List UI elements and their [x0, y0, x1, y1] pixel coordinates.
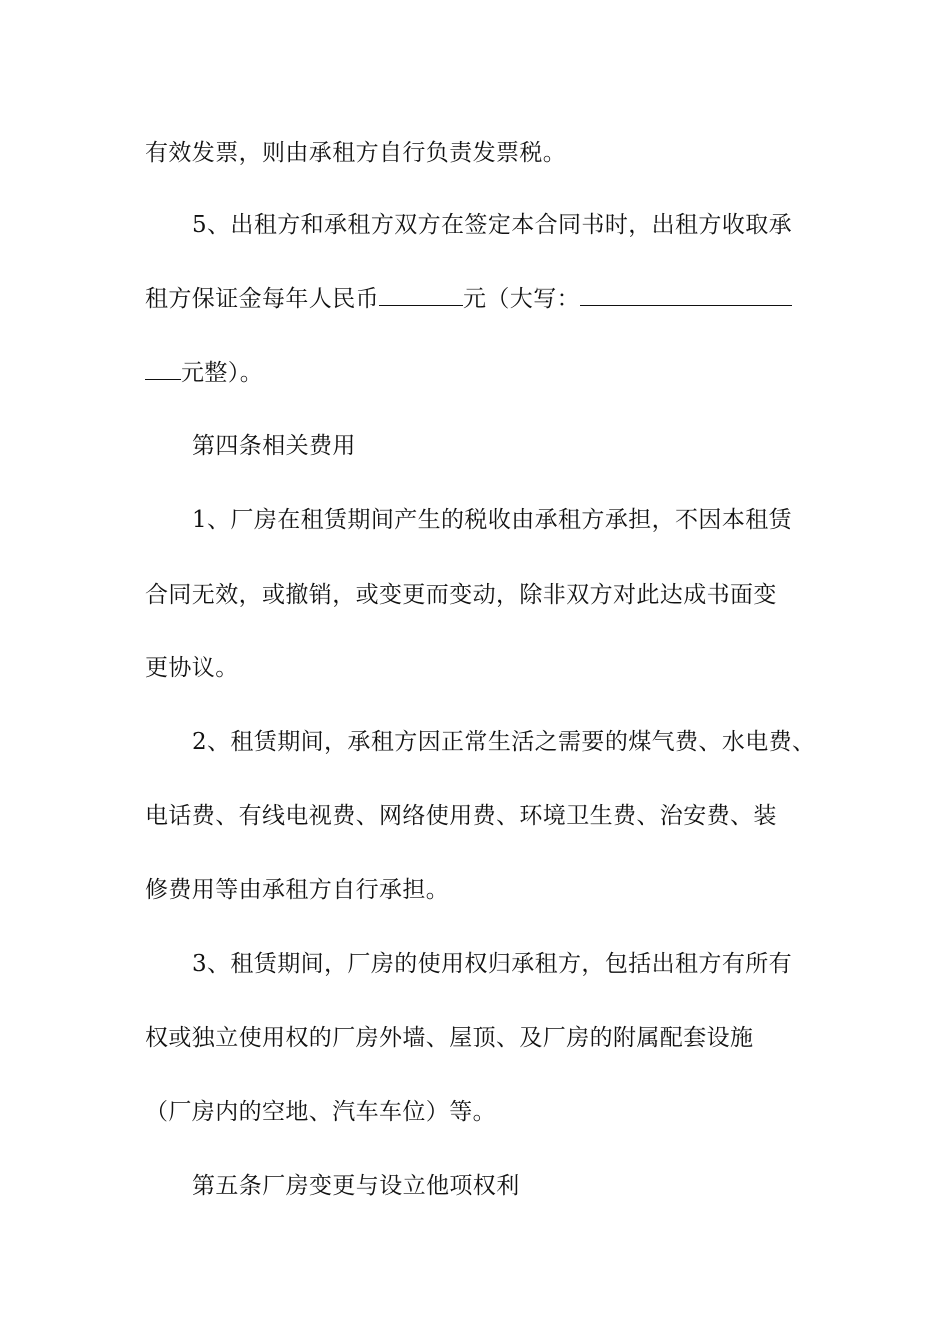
deposit-capital-suffix: 元整）。	[181, 360, 264, 386]
article-4-item-1-line-3: 更协议。	[145, 655, 239, 681]
deposit-label: 租方保证金每年人民币	[145, 286, 379, 312]
deposit-amount-blank	[379, 283, 463, 306]
deposit-capital-blank-continued	[145, 357, 181, 380]
article-4-item-2-line-2: 电话费、有线电视费、网络使用费、环境卫生费、治安费、装	[145, 803, 777, 829]
clause-5-line-1: 5、出租方和承租方双方在签定本合同书时，出租方收取承	[192, 212, 793, 238]
deposit-capital-blank	[580, 283, 792, 306]
article-4-item-3-line-3: （厂房内的空地、汽车车位）等。	[145, 1099, 496, 1125]
article-4-item-1-line-1: 1、厂房在租赁期间产生的税收由承租方承担，不因本租赁	[192, 507, 793, 533]
article-4-item-2-line-3: 修费用等由承租方自行承担。	[145, 877, 450, 903]
article-4-item-3-line-2: 权或独立使用权的厂房外墙、屋顶、及厂房的附属配套设施	[145, 1025, 754, 1051]
article-5-heading: 第五条厂房变更与设立他项权利	[192, 1173, 520, 1199]
article-4-item-1-line-2: 合同无效，或撤销，或变更而变动，除非双方对此达成书面变	[145, 582, 777, 608]
paragraph-line-1: 有效发票，则由承租方自行负责发票税。	[145, 140, 567, 166]
clause-5-line-2	[145, 283, 792, 314]
article-4-heading: 第四条相关费用	[192, 433, 356, 459]
article-4-item-3-line-1: 3、租赁期间，厂房的使用权归承租方，包括出租方有所有	[192, 951, 793, 977]
deposit-capital-label: 元（大写：	[463, 286, 580, 312]
clause-5-line-3	[145, 357, 263, 388]
article-4-item-2-line-1: 2、租赁期间，承租方因正常生活之需要的煤气费、水电费、	[192, 729, 816, 755]
